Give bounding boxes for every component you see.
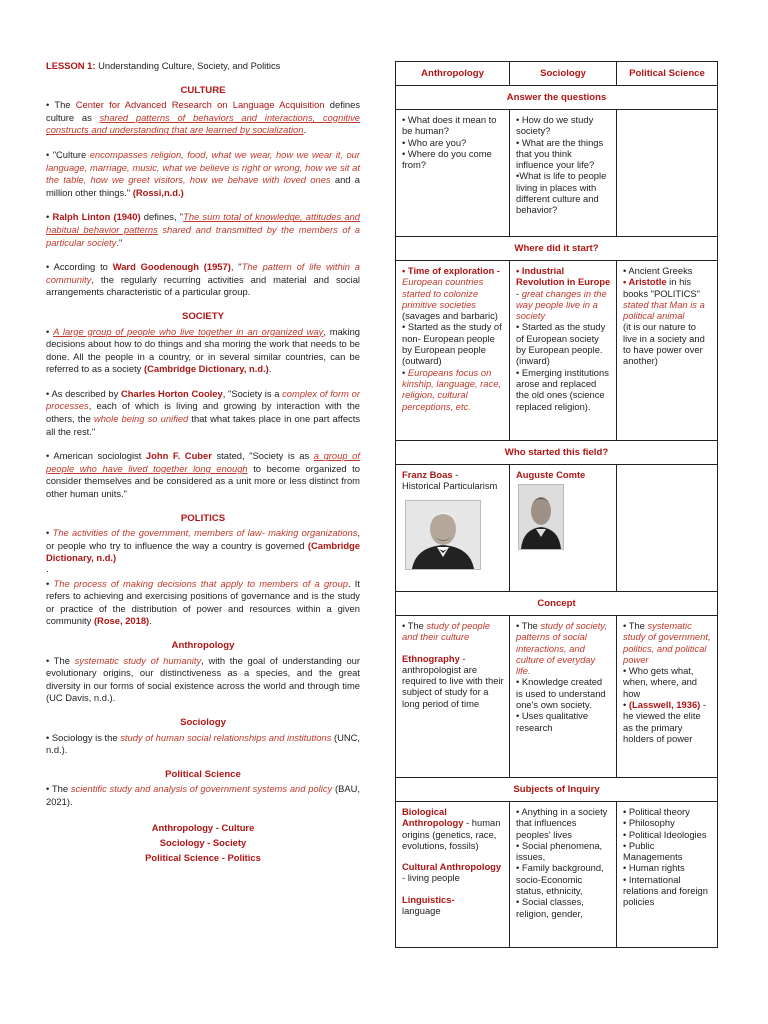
polsci-heading: Political Science (165, 768, 241, 780)
cell-soc-origin: • Industrial Revolution in Europe - great changes in the way people live in a society • Started as the study of European society by European people. (inward) • Emerging institutions arose and replaced the old ones (science replaced religion). (510, 261, 617, 441)
comparison-table (395, 61, 718, 948)
section-answer-questions: Answer the questions (396, 86, 718, 110)
row-answer-questions (396, 110, 718, 237)
culture-paragraph-1: • The Center for Advanced Research on Language Acquisition defines culture as shared patterns of behaviors and interactions, cognitive constructs and understanding that are learned by socialization. (46, 99, 361, 136)
summary-line-1: Anthropology - Culture (151, 821, 255, 833)
section-where-start: Where did it start? (396, 237, 718, 261)
auguste-comte-portrait (518, 484, 564, 550)
anthropology-definition: • The systematic study of humanity, with the goal of understanding our evolutionary origins, our distinctiveness as a species, and the great diversity in our forms of social existence across the world and through time (UC Davis, n.d.). (46, 654, 360, 704)
cell-pol-subjects: • Political theory • Philosophy • Political Ideologies • Public Managements • Human rights • International relations and foreign policies (617, 802, 718, 948)
cell-soc-questions: • How do we study society? • What are the things that you think influence your life? •What is life to people living in places with different culture and behavior? (510, 110, 617, 237)
header-sociology: Sociology (510, 62, 617, 86)
row-where-start (396, 261, 718, 441)
row-subjects (396, 802, 718, 948)
society-heading: SOCIETY (181, 310, 225, 322)
cell-anth-concept: • The study of people and their culture Ethnography - anthropologist are required to live with their subject of study for a long period of time (396, 616, 510, 778)
society-paragraph-1: • A large group of people who live together in an organized way, making decisions about how to do things and sha moring the work that needs to be done. All the people in a country, or in several similar countries, can be referred to as a society (Cambridge Dictionary, n.d.). (46, 325, 360, 375)
politics-paragraph-1: • The activities of the government, members of law- making organizations, or people who try to influence the way a country is governed (Cambridge Dictionary, n.d.) (46, 527, 361, 564)
cell-pol-founder (617, 465, 718, 592)
culture-paragraph-3: • Ralph Linton (1940) defines, "The sum total of knowledge, attitudes and habitual behavior patterns shared and transmitted by the members of a particular society." (46, 211, 361, 248)
row-concept (396, 616, 718, 778)
section-concept: Concept (396, 592, 718, 616)
cell-pol-concept: • The systematic study of government, politics, and political power • Who gets what, when, where, and how • (Lasswell, 1936) - he viewed the elite as the primary holders of power (617, 616, 718, 778)
politics-heading: POLITICS (180, 512, 226, 524)
franz-boas-portrait (405, 500, 481, 570)
cell-soc-subjects: • Anything in a society that influences peoples' lives • Social phenomena, issues, • Family background, socio-Economic status, ethnicity, • Social classes, religion, gender, (510, 802, 617, 948)
society-paragraph-3: • American sociologist John F. Cuber stated, "Society is as a group of people who have lived together long enough to become organized to consider themselves and be considered as a unit more or less distinct from other human units." (46, 450, 361, 500)
cell-pol-questions (617, 110, 718, 237)
summary-line-2: Sociology - Society (159, 836, 247, 848)
cell-anth-origin: • Time of exploration - European countries started to colonize primitive societies (savages and barbaric) • Started as the study of non- European people by European people (outward) • Europeans focus on kinship, language, race, religion, cultural perceptions, etc. (396, 261, 510, 441)
lesson-title: LESSON 1: Understanding Culture, Society, and Politics (46, 60, 281, 71)
cell-anth-subjects: Biological Anthropology - human origins (genetics, race, evolutions, fossils) Cultural Anthropology - living people Linguistics- language (396, 802, 510, 948)
polsci-definition: • The scientific study and analysis of government systems and policy (BAU, 2021). (46, 783, 360, 807)
summary-line-3: Political Science - Politics (145, 851, 261, 863)
section-subjects: Subjects of Inquiry (396, 778, 718, 802)
cell-anth-questions: • What does it mean to be human? • Who are you? • Where do you come from? (396, 110, 510, 237)
politics-dot: · (46, 565, 50, 576)
cell-anth-founder: Franz Boas - Historical Particularism (396, 465, 510, 592)
section-who-started: Who started this field? (396, 441, 718, 465)
politics-paragraph-2: • The process of making decisions that apply to members of a group. It refers to achieving and exercising positions of governance and is the study or practice of the distribution of power and resources within a given community (Rose, 2018). (46, 577, 360, 627)
culture-heading: CULTURE (180, 84, 226, 96)
society-paragraph-2: • As described by Charles Horton Cooley, "Society is a complex of form or processes, each of which is living and growing by interaction with the others, the whole being so unified that what takes place in one part affects all the rest." (46, 387, 361, 437)
header-political-science: Political Science (617, 62, 718, 86)
table-header-row (396, 62, 718, 86)
sociology-heading: Sociology (180, 716, 226, 728)
sociology-definition: • Sociology is the study of human social relationships and institutions (UNC, n.d.). (46, 731, 360, 756)
header-anthropology: Anthropology (396, 62, 510, 86)
cell-soc-founder: Auguste Comte (510, 465, 617, 592)
row-who-started (396, 465, 718, 592)
lesson-notes (46, 60, 360, 864)
anthropology-heading: Anthropology (171, 639, 235, 651)
culture-paragraph-4: • According to Ward Goodenough (1957), "The pattern of life within a community, the regularly recurring activities and material and social arrangements characteristic of a particular group. (46, 261, 360, 298)
cell-pol-origin: • Ancient Greeks • Aristotle in his books "POLITICS" stated that Man is a political animal (it is our nature to live in a society and to have power over another) (617, 261, 718, 441)
cell-soc-concept: • The study of society, patterns of social interactions, and culture of everyday life. • Knowledge created is used to understand one's own society. • Uses qualitative research (510, 616, 617, 778)
culture-paragraph-2: • "Culture encompasses religion, food, what we wear, how we wear it, our language, marriage, music, what we believe is right or wrong, how we sit at the table, how we greet visitors, how we behave with loved ones and a million other things." (Rossi,n.d.) (46, 148, 360, 198)
